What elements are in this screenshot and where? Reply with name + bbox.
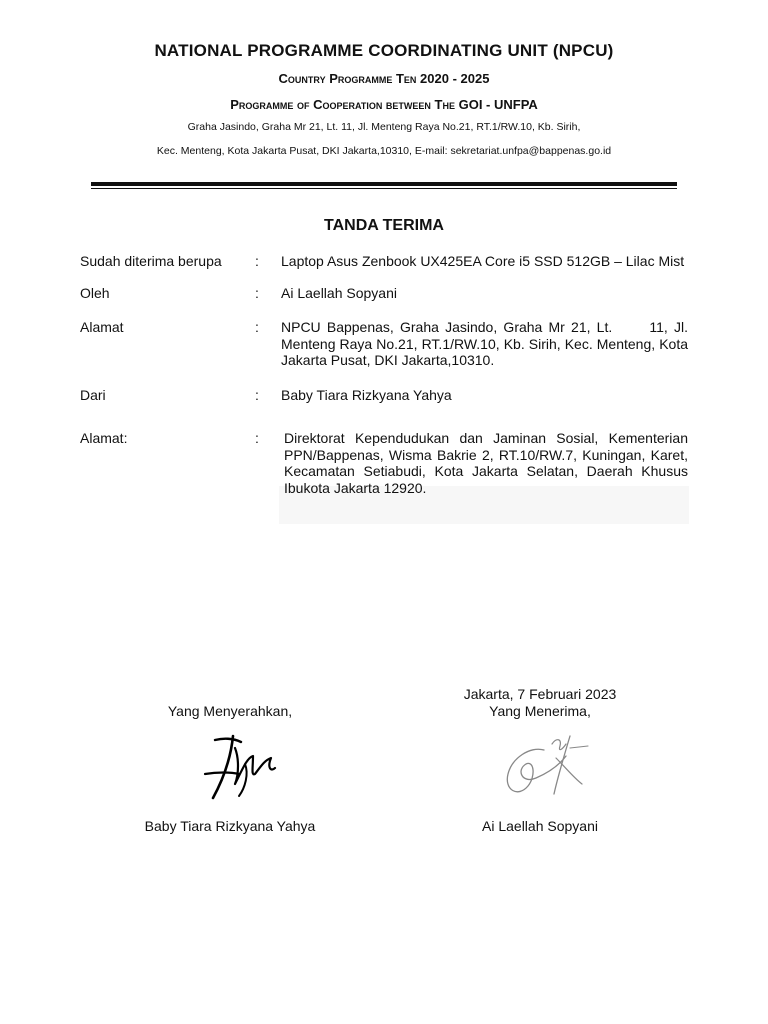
from-colon: :	[255, 387, 259, 403]
letterhead-divider-thin	[91, 188, 677, 189]
by-value: Ai Laellah Sopyani	[281, 285, 397, 301]
received-colon: :	[255, 253, 259, 269]
address-value: NPCU Bappenas, Graha Jasindo, Graha Mr 21, Lt. 11, Jl. Menteng Raya No.21, RT.1/RW.10, Kb. Sirih, Kec. Menteng, Kota Jakarta Pusat, DKI Jakarta,10310.	[281, 319, 692, 368]
place-date: Jakarta, 7 Februari 2023	[463, 686, 617, 702]
by-colon: :	[255, 285, 259, 301]
document-title: TANDA TERIMA	[324, 217, 444, 234]
received-label: Sudah diterima berupa	[80, 253, 222, 269]
received-value: Laptop Asus Zenbook UX425EA Core i5 SSD 512GB – Lilac Mist	[281, 253, 685, 269]
address2-label: Alamat:	[80, 430, 128, 446]
letterhead-divider-thick	[91, 182, 677, 186]
address-label: Alamat	[80, 319, 124, 335]
cooperation-title: Programme of Cooperation between The GOI - UNFPA	[230, 97, 538, 112]
programme-title: Country Programme Ten 2020 - 2025	[278, 71, 490, 86]
letterhead-address-line-2: Kec. Menteng, Kota Jakarta Pusat, DKI Jakarta,10310, E-mail: sekretariat.unfpa@bappenas.go.id	[156, 145, 612, 157]
address2-colon: :	[255, 430, 259, 446]
receiver-signature	[500, 728, 600, 803]
from-label: Dari	[80, 387, 106, 403]
receiver-name: Ai Laellah Sopyani	[482, 818, 598, 834]
organization-title: NATIONAL PROGRAMME COORDINATING UNIT (NPCU)	[154, 41, 614, 60]
address-colon: :	[255, 319, 259, 335]
from-value: Baby Tiara Rizkyana Yahya	[281, 387, 452, 403]
giver-name: Baby Tiara Rizkyana Yahya	[144, 818, 316, 834]
address2-value: Direktorat Kependudukan dan Jaminan Sosial, Kementerian PPN/Bappenas, Wisma Bakrie 2, RT.10/RW.7, Kuningan, Karet, Kecamatan Setiabudi, Kota Jakarta Selatan, Daerah Khusus Ibukota Jakarta 12920.	[284, 430, 688, 496]
letterhead-address-line-1: Graha Jasindo, Graha Mr 21, Lt. 11, Jl. Menteng Raya No.21, RT.1/RW.10, Kb. Sirih,	[187, 121, 581, 133]
receiver-title: Yang Menerima,	[489, 703, 591, 719]
giver-signature	[195, 728, 285, 808]
giver-title: Yang Menyerahkan,	[167, 703, 293, 719]
by-label: Oleh	[80, 285, 110, 301]
